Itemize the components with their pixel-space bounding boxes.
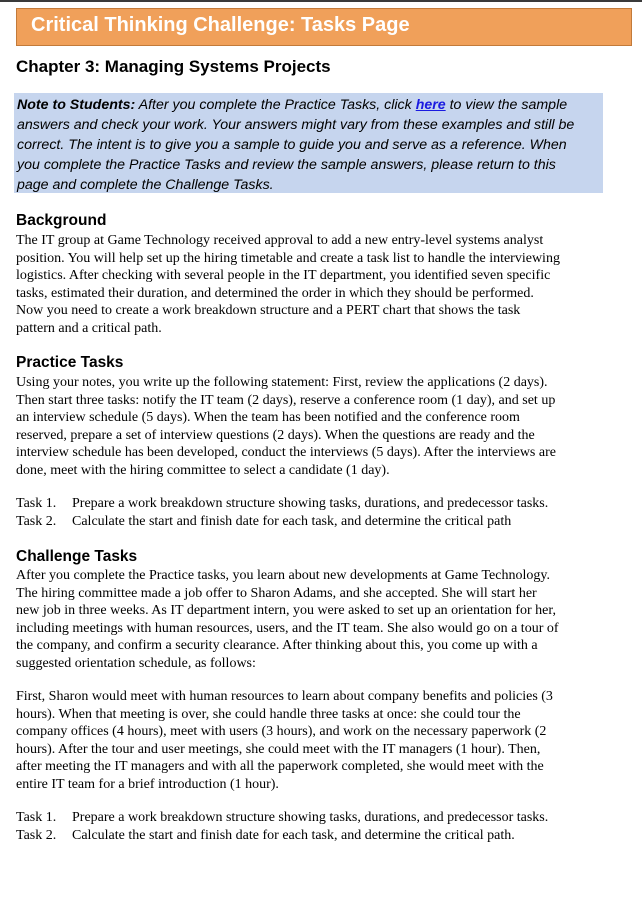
note-text: to view the sample [449, 97, 568, 113]
text-line: pattern and a critical path. [16, 320, 162, 336]
text-line: logistics. After checking with several people in the IT department, you identified seven specific [16, 268, 551, 284]
note-line [17, 95, 600, 115]
text-line: tasks, estimated their duration, and determined the order in which they should be performed. [16, 285, 534, 301]
note-text: After you complete the Practice Tasks, click [138, 97, 412, 113]
challenge-task-list [16, 809, 548, 844]
note-to-students-box [14, 93, 603, 193]
practice-task-list [16, 495, 548, 530]
chapter-heading: Chapter 3: Managing Systems Projects [16, 57, 331, 76]
title-banner [16, 8, 632, 46]
task-number: Task 2. [16, 827, 57, 843]
text-line: Now you need to create a work breakdown structure and a PERT chart that shows the task [16, 303, 521, 319]
text-line: Using your notes, you write up the following statement: First, review the applications (2 days). [16, 375, 548, 390]
text-line: suggested orientation schedule, as follows: [16, 655, 256, 671]
note-line: you complete the Practice Tasks and review the sample answers, please return to this [17, 157, 556, 173]
practice-paragraph [16, 374, 556, 480]
task-text: Calculate the start and finish date for each task, and determine the critical path [72, 513, 512, 529]
text-line: Then start three tasks: notify the IT team (2 days), reserve a conference room (1 day), and set up [16, 392, 556, 408]
task-number: Task 2. [16, 513, 57, 529]
task-text: Prepare a work breakdown structure showing tasks, durations, and predecessor tasks. [72, 496, 549, 511]
practice-tasks-heading: Practice Tasks [16, 354, 124, 371]
text-line: position. You will help set up the hiring timetable and create a task list to handle the interviewing [16, 250, 560, 266]
text-line: The hiring committee made a job offer to Sharon Adams, and she accepted. She will start her [16, 585, 537, 601]
page-title: Critical Thinking Challenge: Tasks Page [31, 14, 410, 36]
text-line: entire IT team for a brief introduction (1 hour). [16, 776, 279, 792]
challenge-paragraph-1 [16, 567, 559, 673]
text-line: First, Sharon would meet with human resources to learn about company benefits and policies (3 [16, 689, 553, 704]
task-item [16, 809, 548, 827]
here-link[interactable]: here [415, 97, 446, 113]
task-number: Task 1. [16, 810, 57, 825]
task-text: Prepare a work breakdown structure showing tasks, durations, and predecessor tasks. [72, 810, 549, 825]
text-line: hours). After the tour and user meetings, she could meet with the IT managers (1 hour). Then, [16, 741, 541, 757]
challenge-tasks-heading: Challenge Tasks [16, 548, 138, 565]
challenge-paragraph-2 [16, 688, 553, 794]
text-line: After you complete the Practice tasks, you learn about new developments at Game Technology. [16, 568, 550, 583]
text-line: the company, and confirm a security clearance. After thinking about this, you come up with a [16, 638, 538, 654]
note-line: answers and check your work. Your answers might vary from these examples and still be [17, 117, 575, 133]
note-label: Note to Students: [17, 97, 136, 113]
text-line: new job in three weeks. As IT department intern, you were asked to set up an orientation for her, [16, 603, 556, 619]
text-line: company offices (4 hours), meet with users (3 hours), and work on the necessary paperwork (2 [16, 724, 547, 740]
text-line: reserved, prepare a set of interview questions (2 days). When the questions are ready and the [16, 427, 535, 443]
note-line: correct. The intent is to give you a sample to guide you and serve as a reference. When [17, 137, 567, 153]
background-heading: Background [16, 212, 107, 229]
task-item [16, 513, 548, 531]
background-paragraph [16, 232, 560, 338]
text-line: hours). When that meeting is over, she could handle three tasks at once: she could tour the [16, 706, 521, 722]
text-line: after meeting the IT managers and with all the paperwork completed, she would meet with the [16, 759, 544, 775]
text-line: done, meet with the hiring committee to select a candidate (1 day). [16, 462, 390, 478]
task-item [16, 495, 548, 513]
text-line: an interview schedule (5 days). When the team has been notified and the conference room [16, 410, 520, 426]
task-item [16, 827, 548, 845]
text-line: interview schedule has been developed, conduct the interviews (5 days). After the interviews are [16, 445, 556, 461]
text-line: The IT group at Game Technology received approval to add a new entry-level systems analyst [16, 233, 544, 248]
task-text: Calculate the start and finish date for each task, and determine the critical path. [72, 827, 515, 843]
note-line: page and complete the Challenge Tasks. [17, 177, 274, 193]
task-number: Task 1. [16, 496, 57, 511]
text-line: including meetings with human resources, users, and the IT team. She also would go on a tour of [16, 620, 559, 636]
top-border-line [0, 0, 642, 2]
